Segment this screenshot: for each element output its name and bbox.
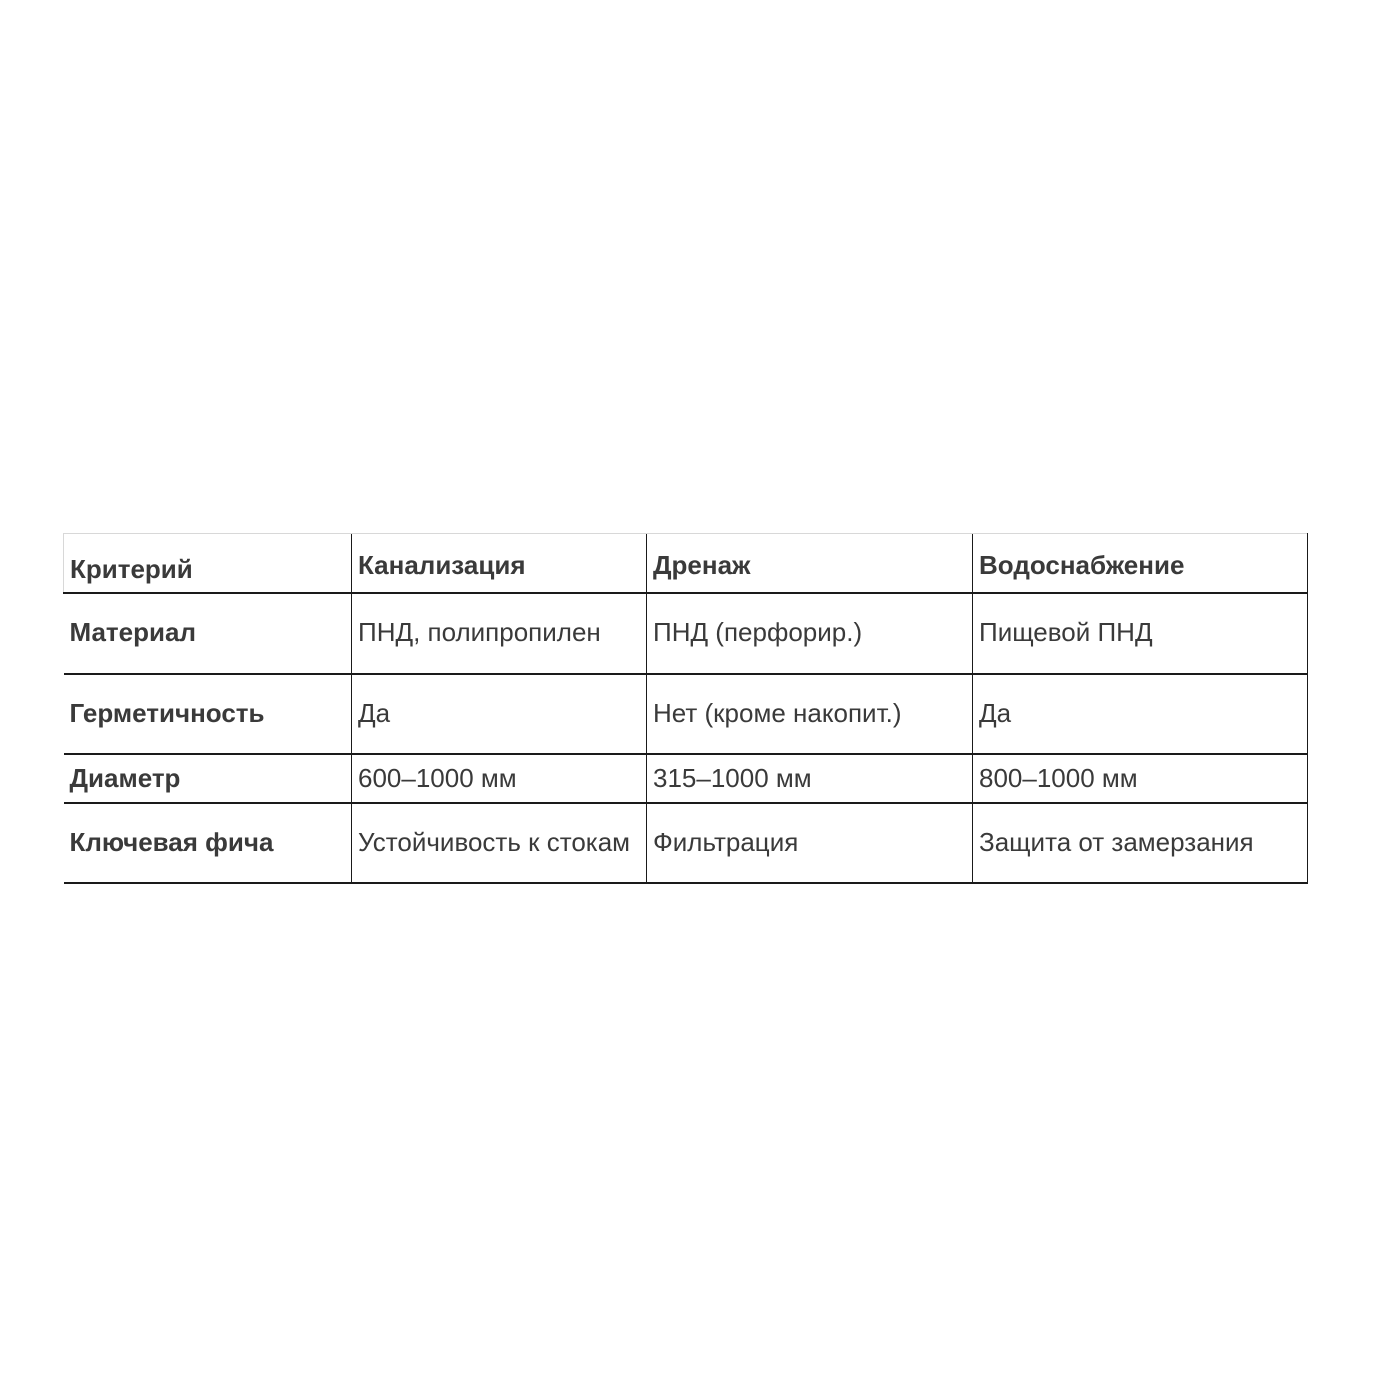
table-row — [64, 593, 1308, 674]
table-cell: 315–1000 мм — [647, 754, 973, 803]
table-cell: 600–1000 мм — [352, 754, 647, 803]
header-drainage: Дренаж — [647, 534, 973, 594]
header-water-supply: Водоснабжение — [973, 534, 1308, 594]
row-label: Диаметр — [64, 754, 352, 803]
table-cell: Защита от замерзания — [973, 803, 1308, 883]
table-cell: 800–1000 мм — [973, 754, 1308, 803]
table-cell: Нет (кроме накопит.) — [647, 674, 973, 754]
table-cell: Пищевой ПНД — [973, 593, 1308, 674]
table-cell: ПНД (перфорир.) — [647, 593, 973, 674]
table-header-row — [64, 534, 1308, 594]
table-cell: Да — [973, 674, 1308, 754]
table-cell: ПНД, полипропилен — [352, 593, 647, 674]
row-label: Материал — [64, 593, 352, 674]
comparison-table-wrapper — [63, 533, 1307, 884]
header-sewerage: Канализация — [352, 534, 647, 594]
table-row — [64, 754, 1308, 803]
row-label: Герметичность — [64, 674, 352, 754]
table-row — [64, 803, 1308, 883]
table-row — [64, 674, 1308, 754]
table-cell: Устойчивость к стокам — [352, 803, 647, 883]
row-label: Ключевая фича — [64, 803, 352, 883]
comparison-table — [63, 533, 1308, 884]
header-criterion: Критерий — [64, 534, 352, 594]
table-cell: Фильтрация — [647, 803, 973, 883]
table-cell: Да — [352, 674, 647, 754]
